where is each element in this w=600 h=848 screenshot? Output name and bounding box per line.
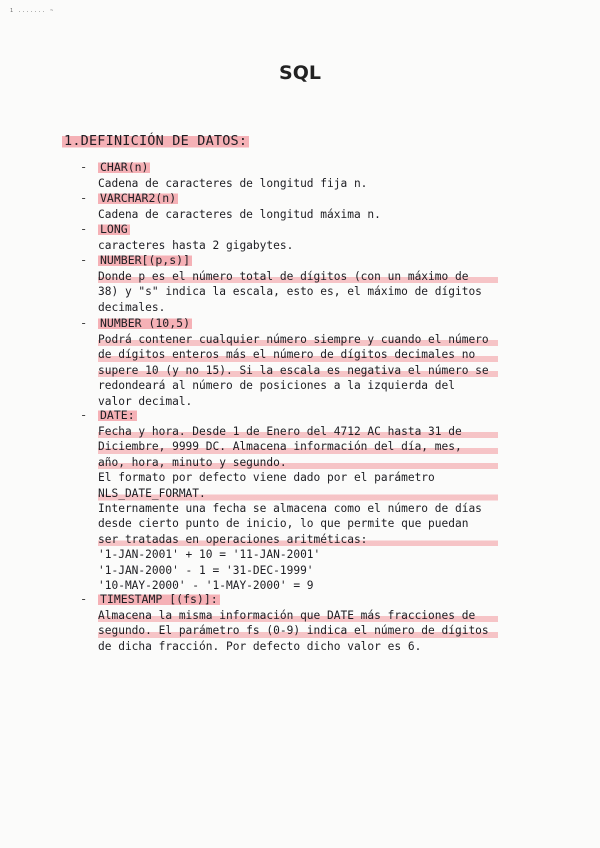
description-line: supere 10 (y no 15). Si la escala es negativa el número se [98, 363, 498, 378]
list-bullet: - [80, 222, 88, 236]
term-label: LONG [100, 222, 128, 236]
description-line: Internamente una fecha se almacena como el número de días [98, 502, 482, 516]
list-bullet: - [80, 316, 88, 330]
description-line: desde cierto punto de inicio, lo que permite que puedan [98, 517, 469, 531]
description-line: valor decimal. [98, 394, 193, 408]
term-description [98, 238, 498, 253]
term-description [98, 332, 498, 409]
list-bullet: - [80, 592, 88, 606]
list-bullet: - [80, 253, 88, 267]
description-line: de dicha fracción. Por defecto dicho valor es 6. [98, 639, 422, 653]
description-line: Fecha y hora. Desde 1 de Enero del 4712 AC hasta 31 de [98, 424, 498, 439]
description-line: '1-JAN-2000' - 1 = '31-DEC-1999' [98, 563, 314, 577]
description-line: '1-JAN-2001' + 10 = '11-JAN-2001' [98, 548, 321, 562]
term-label: CHAR(n) [100, 160, 149, 174]
term-label: VARCHAR2(n) [100, 191, 177, 205]
term-label: DATE: [100, 408, 135, 422]
description-line: El formato por defecto viene dado por el parámetro [98, 471, 435, 485]
description-line: Cadena de caracteres de longitud fija n. [98, 177, 368, 190]
term-number-10-5 [98, 316, 192, 330]
description-line: Diciembre, 9999 DC. Almacena información del día, mes, [98, 439, 498, 454]
description-line: de dígitos enteros más el número de dígitos decimales no [98, 347, 498, 362]
section-heading [62, 133, 249, 149]
list-bullet: - [80, 408, 88, 422]
description-line: '10-MAY-2000' - '1-MAY-2000' = 9 [98, 579, 314, 593]
term-char [98, 160, 150, 174]
description-line: Podrá contener cualquier número siempre y cuando el número [98, 332, 498, 347]
description-line: Almacena la misma información que DATE más fracciones de [98, 608, 498, 623]
term-label: TIMESTAMP [(fs)]: [100, 592, 218, 606]
term-long [98, 222, 130, 236]
description-line: Donde p es el número total de dígitos (con un máximo de [98, 269, 498, 284]
description-line: segundo. El parámetro fs (0-9) indica el número de dígitos [98, 623, 498, 638]
corner-mark: 1 ....... ~ [10, 8, 55, 14]
list-bullet: - [80, 191, 88, 205]
description-line: caracteres hasta 2 gigabytes. [98, 239, 294, 252]
description-line: redondeará al número de posiciones a la izquierda del [98, 379, 455, 393]
description-line: decimales. [98, 300, 166, 314]
description-line: ser tratadas en operaciones aritméticas: [98, 532, 498, 547]
description-line: Cadena de caracteres de longitud máxima n. [98, 208, 381, 221]
description-line: año, hora, minuto y segundo. [98, 455, 498, 470]
page-title: SQL [279, 62, 321, 84]
section-heading-text: 1.DEFINICIÓN DE DATOS: [64, 133, 248, 149]
term-description [98, 269, 498, 315]
term-varchar2 [98, 191, 178, 205]
term-description [98, 176, 498, 191]
term-description [98, 608, 498, 654]
description-line: NLS_DATE_FORMAT. [98, 486, 498, 501]
term-label: NUMBER (10,5) [100, 316, 191, 330]
term-description [98, 207, 498, 222]
description-line: 38) y "s" indica la escala, esto es, el máximo de dígitos [98, 285, 482, 299]
list-bullet: - [80, 160, 88, 174]
term-date [98, 408, 137, 422]
term-number-ps [98, 253, 192, 267]
term-timestamp [98, 592, 220, 606]
term-description [98, 424, 498, 593]
term-label: NUMBER[(p,s)] [100, 253, 191, 267]
